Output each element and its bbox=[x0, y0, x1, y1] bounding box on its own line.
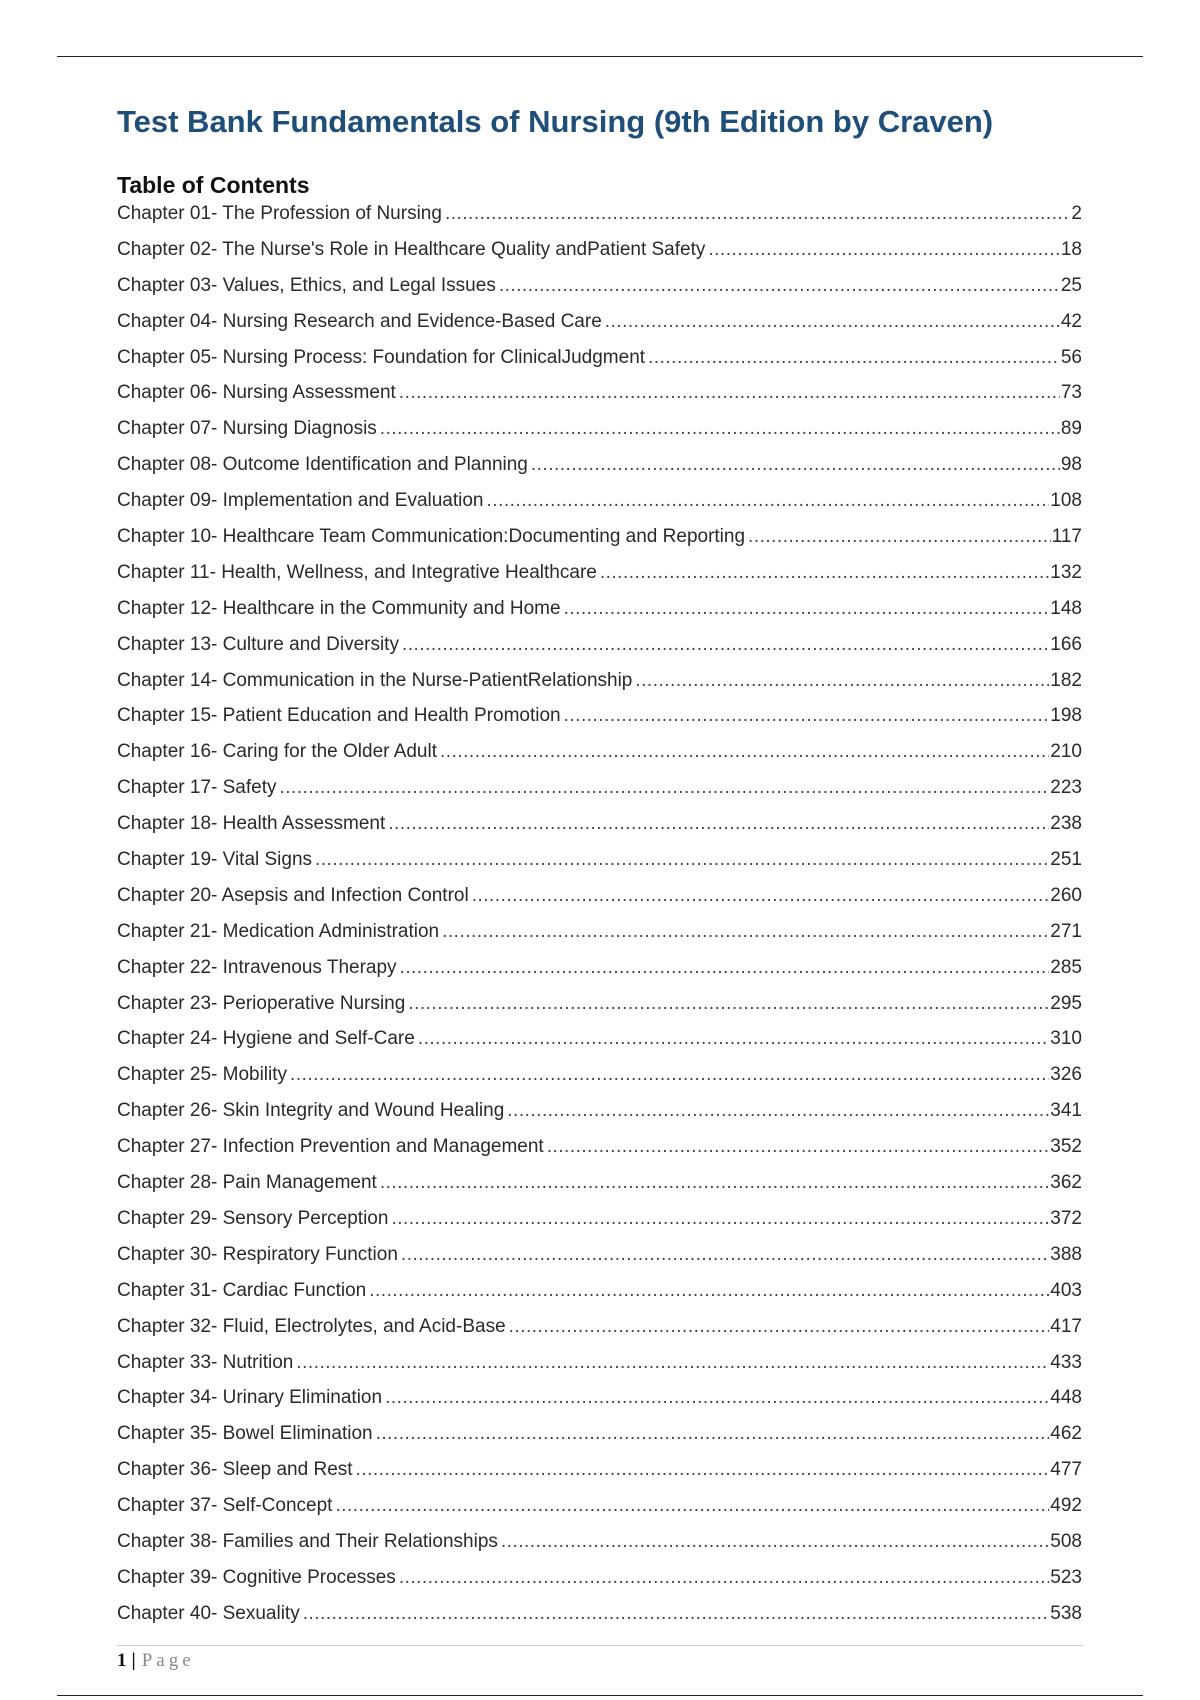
toc-entry-title: Chapter 13- Culture and Diversity bbox=[117, 633, 399, 655]
toc-entry-title: Chapter 26- Skin Integrity and Wound Healing bbox=[117, 1100, 505, 1122]
toc-entry-leader-dots bbox=[399, 375, 1060, 411]
toc-entry-22[interactable] bbox=[117, 950, 1082, 986]
toc-entry-page-number: 182 bbox=[1050, 669, 1082, 691]
toc-entry-2[interactable] bbox=[117, 232, 1082, 268]
toc-entry-leader-dots bbox=[408, 986, 1049, 1022]
toc-entry-page-number: 2 bbox=[1071, 203, 1082, 224]
page-footer bbox=[117, 1650, 195, 1672]
toc-entry-13[interactable] bbox=[117, 627, 1082, 663]
toc-entry-leader-dots bbox=[472, 878, 1050, 914]
toc-entry-page-number: 417 bbox=[1050, 1315, 1082, 1337]
toc-entry-title: Chapter 09- Implementation and Evaluation bbox=[117, 490, 484, 512]
toc-entry-page-number: 166 bbox=[1050, 633, 1082, 655]
toc-entry-leader-dots bbox=[315, 842, 1049, 878]
toc-entry-title: Chapter 28- Pain Management bbox=[117, 1172, 377, 1194]
toc-entry-page-number: 251 bbox=[1050, 849, 1082, 871]
toc-entry-27[interactable] bbox=[117, 1129, 1082, 1165]
toc-entry-29[interactable] bbox=[117, 1201, 1082, 1237]
toc-entry-leader-dots bbox=[648, 340, 1060, 376]
toc-entry-leader-dots bbox=[564, 698, 1050, 734]
toc-entry-leader-dots bbox=[501, 1524, 1049, 1560]
toc-entry-title: Chapter 18- Health Assessment bbox=[117, 813, 386, 835]
toc-entry-title: Chapter 15- Patient Education and Health Promotion bbox=[117, 705, 561, 727]
footer-rule bbox=[117, 1645, 1083, 1646]
toc-entry-title: Chapter 14- Communication in the Nurse-PatientRelationship bbox=[117, 669, 633, 691]
toc-entry-8[interactable] bbox=[117, 447, 1082, 483]
toc-entry-leader-dots bbox=[564, 591, 1050, 627]
toc-entry-title: Chapter 31- Cardiac Function bbox=[117, 1279, 367, 1301]
toc-entry-leader-dots bbox=[507, 1093, 1049, 1129]
toc-entry-23[interactable] bbox=[117, 986, 1082, 1022]
toc-entry-37[interactable] bbox=[117, 1488, 1082, 1524]
toc-entry-page-number: 326 bbox=[1050, 1064, 1082, 1086]
toc-entry-page-number: 388 bbox=[1050, 1243, 1082, 1265]
toc-entry-title: Chapter 12- Healthcare in the Community and Home bbox=[117, 597, 561, 619]
toc-entry-title: Chapter 29- Sensory Perception bbox=[117, 1207, 389, 1229]
toc-entry-title: Chapter 25- Mobility bbox=[117, 1064, 288, 1086]
toc-entry-leader-dots bbox=[335, 1488, 1049, 1524]
toc-entry-title: Chapter 06- Nursing Assessment bbox=[117, 382, 396, 404]
toc-entry-leader-dots bbox=[440, 734, 1049, 770]
toc-entry-page-number: 108 bbox=[1050, 490, 1082, 512]
toc-entry-page-number: 403 bbox=[1050, 1279, 1082, 1301]
toc-entry-17[interactable] bbox=[117, 770, 1082, 806]
toc-entry-title: Chapter 34- Urinary Elimination bbox=[117, 1387, 383, 1409]
toc-entry-19[interactable] bbox=[117, 842, 1082, 878]
toc-entry-leader-dots bbox=[290, 1057, 1049, 1093]
toc-entry-leader-dots bbox=[369, 1273, 1049, 1309]
toc-entry-25[interactable] bbox=[117, 1057, 1082, 1093]
toc-entry-title: Chapter 20- Asepsis and Infection Control bbox=[117, 884, 469, 906]
toc-entry-3[interactable] bbox=[117, 268, 1082, 304]
toc-entry-title: Chapter 19- Vital Signs bbox=[117, 849, 313, 871]
toc-entry-18[interactable] bbox=[117, 806, 1082, 842]
toc-entry-30[interactable] bbox=[117, 1237, 1082, 1273]
toc-entry-35[interactable] bbox=[117, 1416, 1082, 1452]
toc-entry-title: Chapter 01- The Profession of Nursing bbox=[117, 203, 442, 224]
toc-entry-leader-dots bbox=[531, 447, 1060, 483]
toc-entry-page-number: 238 bbox=[1050, 813, 1082, 835]
toc-entry-title: Chapter 37- Self-Concept bbox=[117, 1495, 333, 1517]
toc-entry-title: Chapter 16- Caring for the Older Adult bbox=[117, 741, 438, 763]
footer-separator: | bbox=[131, 1650, 136, 1671]
toc-entry-20[interactable] bbox=[117, 878, 1082, 914]
toc-entry-page-number: 260 bbox=[1050, 884, 1082, 906]
toc-entry-page-number: 295 bbox=[1050, 992, 1082, 1014]
toc-entry-leader-dots bbox=[418, 1021, 1049, 1057]
toc-entry-11[interactable] bbox=[117, 555, 1082, 591]
toc-entry-leader-dots bbox=[279, 770, 1049, 806]
toc-entry-title: Chapter 11- Health, Wellness, and Integrative Healthcare bbox=[117, 561, 597, 583]
toc-entry-title: Chapter 05- Nursing Process: Foundation for ClinicalJudgment bbox=[117, 346, 646, 368]
toc-entry-4[interactable] bbox=[117, 304, 1082, 340]
toc-entry-page-number: 462 bbox=[1050, 1423, 1082, 1445]
toc-entry-page-number: 433 bbox=[1050, 1351, 1082, 1373]
toc-entry-39[interactable] bbox=[117, 1560, 1082, 1596]
footer-page-number: 1 bbox=[117, 1650, 127, 1671]
toc-entry-page-number: 18 bbox=[1060, 238, 1082, 260]
toc-entry-page-number: 492 bbox=[1050, 1495, 1082, 1517]
toc-entry-1[interactable] bbox=[117, 196, 1082, 232]
toc-entry-leader-dots bbox=[402, 627, 1049, 663]
toc-entry-leader-dots bbox=[356, 1452, 1050, 1488]
toc-entry-page-number: 42 bbox=[1060, 310, 1082, 332]
toc-entry-leader-dots bbox=[600, 555, 1049, 591]
toc-entry-title: Chapter 21- Medication Administration bbox=[117, 920, 440, 942]
toc-entry-40[interactable] bbox=[117, 1596, 1082, 1632]
toc-entry-16[interactable] bbox=[117, 734, 1082, 770]
toc-entry-page-number: 271 bbox=[1050, 920, 1082, 942]
toc-entry-page-number: 132 bbox=[1050, 561, 1082, 583]
toc-entry-leader-dots bbox=[487, 483, 1050, 519]
toc-entry-title: Chapter 38- Families and Their Relationships bbox=[117, 1530, 498, 1552]
toc-entry-32[interactable] bbox=[117, 1309, 1082, 1345]
toc-entry-page-number: 310 bbox=[1050, 1028, 1082, 1050]
toc-entry-page-number: 352 bbox=[1050, 1136, 1082, 1158]
toc-entry-leader-dots bbox=[400, 950, 1050, 986]
toc-entry-page-number: 25 bbox=[1060, 274, 1082, 296]
toc-entry-leader-dots bbox=[380, 1165, 1049, 1201]
toc-entry-title: Chapter 27- Infection Prevention and Management bbox=[117, 1136, 544, 1158]
toc-entry-page-number: 508 bbox=[1050, 1530, 1082, 1552]
toc-entry-title: Chapter 24- Hygiene and Self-Care bbox=[117, 1028, 415, 1050]
footer-page-label: Page bbox=[141, 1650, 195, 1671]
toc-entry-page-number: 56 bbox=[1060, 346, 1082, 368]
toc-entry-15[interactable] bbox=[117, 698, 1082, 734]
toc-entry-10[interactable] bbox=[117, 519, 1082, 555]
toc-entry-title: Chapter 40- Sexuality bbox=[117, 1602, 300, 1624]
toc-entry-28[interactable] bbox=[117, 1165, 1082, 1201]
toc-entry-36[interactable] bbox=[117, 1452, 1082, 1488]
toc-entry-page-number: 148 bbox=[1050, 597, 1082, 619]
toc-entry-21[interactable] bbox=[117, 914, 1082, 950]
toc-entry-12[interactable] bbox=[117, 591, 1082, 627]
toc-entry-leader-dots bbox=[442, 914, 1049, 950]
toc-entry-title: Chapter 32- Fluid, Electrolytes, and Acid-Base bbox=[117, 1315, 506, 1337]
toc-entry-page-number: 210 bbox=[1050, 741, 1082, 763]
toc-entry-page-number: 117 bbox=[1051, 526, 1082, 548]
toc-entry-title: Chapter 35- Bowel Elimination bbox=[117, 1423, 373, 1445]
toc-entry-title: Chapter 08- Outcome Identification and Planning bbox=[117, 454, 528, 476]
header-rule bbox=[57, 56, 1143, 57]
toc-entry-page-number: 89 bbox=[1060, 418, 1082, 440]
toc-entry-38[interactable] bbox=[117, 1524, 1082, 1560]
toc-entry-9[interactable] bbox=[117, 483, 1082, 519]
toc-entry-page-number: 448 bbox=[1050, 1387, 1082, 1409]
toc-entry-leader-dots bbox=[380, 411, 1060, 447]
toc-entry-leader-dots bbox=[399, 1560, 1049, 1596]
toc-entry-page-number: 98 bbox=[1060, 454, 1082, 476]
toc-entry-page-number: 285 bbox=[1050, 956, 1082, 978]
toc-entry-7[interactable] bbox=[117, 411, 1082, 447]
toc-entry-leader-dots bbox=[391, 1201, 1049, 1237]
toc-entry-26[interactable] bbox=[117, 1093, 1082, 1129]
toc-entry-leader-dots bbox=[635, 663, 1049, 699]
toc-entry-leader-dots bbox=[296, 1345, 1049, 1381]
toc-entry-title: Chapter 10- Healthcare Team Communication:Documenting and Reporting bbox=[117, 526, 746, 548]
toc-entry-31[interactable] bbox=[117, 1273, 1082, 1309]
toc-entry-34[interactable] bbox=[117, 1380, 1082, 1416]
toc-entry-leader-dots bbox=[401, 1237, 1049, 1273]
toc-entry-title: Chapter 33- Nutrition bbox=[117, 1351, 294, 1373]
toc-entry-leader-dots bbox=[385, 1380, 1049, 1416]
toc-entry-title: Chapter 07- Nursing Diagnosis bbox=[117, 418, 377, 440]
toc-entry-title: Chapter 22- Intravenous Therapy bbox=[117, 956, 397, 978]
toc-entry-page-number: 362 bbox=[1050, 1172, 1082, 1194]
toc-entry-leader-dots bbox=[445, 196, 1070, 232]
toc-entry-title: Chapter 30- Respiratory Function bbox=[117, 1243, 398, 1265]
toc-entry-page-number: 198 bbox=[1050, 705, 1082, 727]
toc-entry-page-number: 341 bbox=[1050, 1100, 1082, 1122]
toc-entry-page-number: 372 bbox=[1050, 1207, 1082, 1229]
toc-entry-leader-dots bbox=[605, 304, 1060, 340]
toc-entry-leader-dots bbox=[509, 1309, 1050, 1345]
toc-entry-page-number: 538 bbox=[1050, 1602, 1082, 1624]
toc-entry-leader-dots bbox=[748, 519, 1051, 555]
toc-entry-leader-dots bbox=[388, 806, 1049, 842]
toc-entry-title: Chapter 36- Sleep and Rest bbox=[117, 1459, 353, 1481]
toc-entry-leader-dots bbox=[708, 232, 1059, 268]
toc-entry-leader-dots bbox=[547, 1129, 1050, 1165]
bottom-rule bbox=[57, 1695, 1143, 1696]
toc-entry-6[interactable] bbox=[117, 375, 1082, 411]
toc-entry-page-number: 223 bbox=[1050, 777, 1082, 799]
toc-entry-page-number: 477 bbox=[1050, 1459, 1082, 1481]
toc-entry-page-number: 523 bbox=[1050, 1566, 1082, 1588]
toc-entry-title: Chapter 23- Perioperative Nursing bbox=[117, 992, 406, 1014]
document-title: Test Bank Fundamentals of Nursing (9th Edition by Craven) bbox=[117, 104, 994, 139]
toc-entry-leader-dots bbox=[499, 268, 1060, 304]
toc-entry-14[interactable] bbox=[117, 663, 1082, 699]
toc-entry-page-number: 73 bbox=[1060, 382, 1082, 404]
table-of-contents bbox=[117, 196, 1082, 1632]
toc-entry-title: Chapter 04- Nursing Research and Evidence-Based Care bbox=[117, 310, 602, 332]
toc-entry-leader-dots bbox=[303, 1596, 1050, 1632]
toc-heading: Table of Contents bbox=[117, 172, 310, 198]
toc-entry-title: Chapter 39- Cognitive Processes bbox=[117, 1566, 396, 1588]
toc-entry-title: Chapter 17- Safety bbox=[117, 777, 277, 799]
toc-entry-5[interactable] bbox=[117, 340, 1082, 376]
toc-entry-24[interactable] bbox=[117, 1021, 1082, 1057]
toc-entry-33[interactable] bbox=[117, 1345, 1082, 1381]
toc-entry-title: Chapter 03- Values, Ethics, and Legal Issues bbox=[117, 274, 496, 296]
toc-entry-title: Chapter 02- The Nurse's Role in Healthcare Quality andPatient Safety bbox=[117, 238, 706, 260]
toc-entry-leader-dots bbox=[376, 1416, 1050, 1452]
